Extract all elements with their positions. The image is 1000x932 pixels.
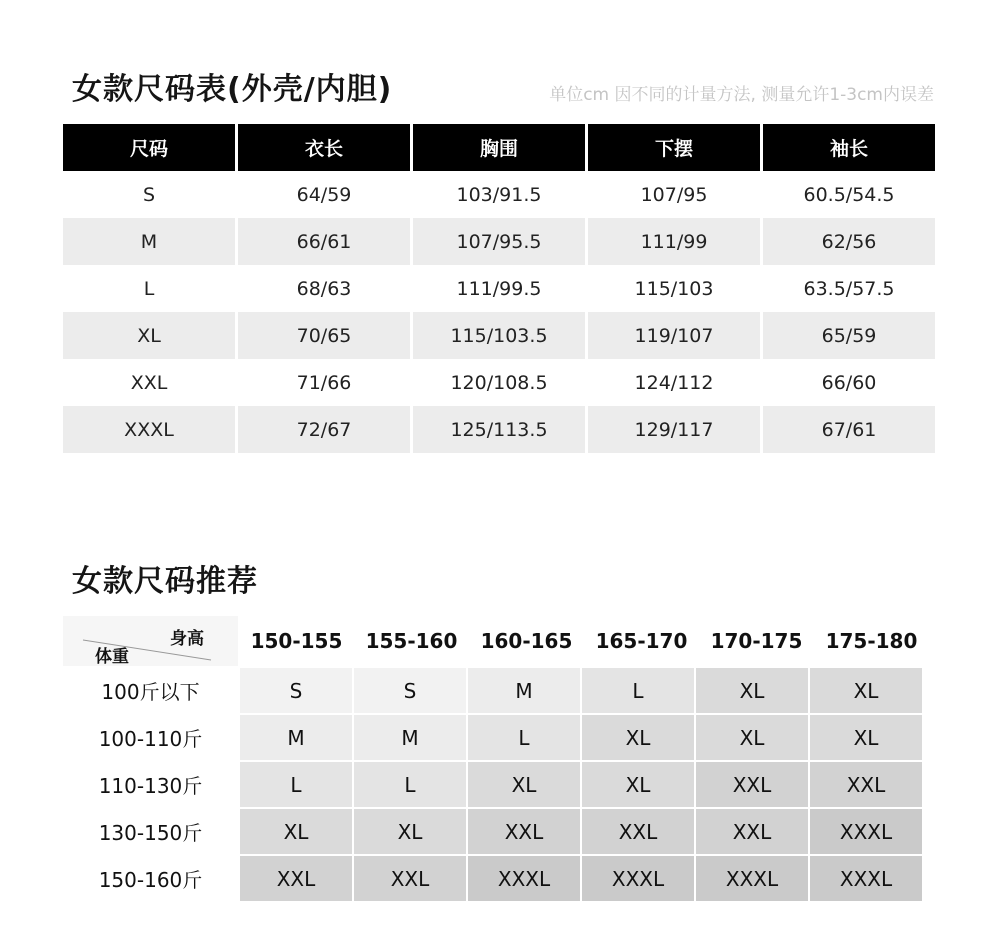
- recommended-size-cell: XXL: [240, 856, 352, 901]
- recommended-size-cell: XL: [582, 762, 694, 807]
- table-cell: 65/59: [763, 312, 935, 359]
- recommended-size-cell: XXXL: [696, 856, 808, 901]
- diagonal-line: [63, 616, 238, 666]
- recommended-size-cell: S: [354, 668, 466, 713]
- table-cell: S: [142, 183, 156, 206]
- recommended-size-cell: XL: [582, 715, 694, 760]
- table-cell: XXXL: [63, 406, 235, 453]
- table-cell: 111/99.5: [456, 277, 542, 300]
- table-cell: 64/59: [296, 183, 352, 206]
- recommendation-title: 女款尺码推荐: [72, 564, 258, 599]
- header-chest: 胸围: [413, 124, 585, 171]
- table-cell: 70/65: [238, 312, 410, 359]
- table-cell: 107/95: [640, 183, 708, 206]
- recommended-size-cell: XL: [468, 762, 580, 807]
- height-header: 175-180: [825, 629, 918, 653]
- table-cell: 129/117: [588, 406, 760, 453]
- recommended-size-cell: XL: [240, 809, 352, 854]
- table-cell: 68/63: [296, 277, 352, 300]
- table-cell: 124/112: [634, 371, 714, 394]
- weight-range-label: 150-160斤: [63, 856, 238, 901]
- header-sleeve: 袖长: [763, 124, 935, 171]
- table-cell: 66/60: [821, 371, 877, 394]
- table-cell: L: [143, 277, 155, 300]
- recommended-size-cell: S: [240, 668, 352, 713]
- recommended-size-cell: L: [582, 668, 694, 713]
- height-header: 155-160: [365, 629, 458, 653]
- recommended-size-cell: L: [468, 715, 580, 760]
- recommended-size-cell: XXXL: [582, 856, 694, 901]
- recommendation-row: [63, 715, 933, 760]
- table-cell: 111/99: [588, 218, 760, 265]
- recommended-size-cell: L: [240, 762, 352, 807]
- height-header: 165-170: [595, 629, 688, 653]
- table-cell: M: [63, 218, 235, 265]
- recommendation-row: [63, 668, 933, 713]
- recommended-size-cell: XL: [696, 715, 808, 760]
- recommended-size-cell: M: [354, 715, 466, 760]
- height-header: 150-155: [250, 629, 343, 653]
- table-cell: 103/91.5: [456, 183, 542, 206]
- header-hem: 下摆: [588, 124, 760, 171]
- height-header: 160-165: [480, 629, 573, 653]
- recommendation-header: [63, 616, 933, 666]
- recommendation-row: [63, 762, 933, 807]
- size-chart-title: 女款尺码表(外壳/内胆): [72, 72, 393, 107]
- weight-range-label: 130-150斤: [63, 809, 238, 854]
- size-table-header: [63, 124, 937, 171]
- table-cell: 71/66: [296, 371, 352, 394]
- recommendation-table: [63, 616, 933, 901]
- weight-range-label: 100斤以下: [63, 668, 238, 713]
- recommended-size-cell: XXL: [810, 762, 922, 807]
- weight-label: 体重: [95, 647, 129, 667]
- recommended-size-cell: M: [240, 715, 352, 760]
- header-length: 衣长: [238, 124, 410, 171]
- corner-cell: [63, 616, 238, 666]
- recommended-size-cell: XL: [696, 668, 808, 713]
- recommended-size-cell: XL: [354, 809, 466, 854]
- weight-range-label: 100-110斤: [63, 715, 238, 760]
- table-cell: 115/103: [634, 277, 714, 300]
- table-cell: 72/67: [238, 406, 410, 453]
- height-header: 170-175: [710, 629, 803, 653]
- table-cell: 67/61: [763, 406, 935, 453]
- recommended-size-cell: XXL: [696, 762, 808, 807]
- recommended-size-cell: L: [354, 762, 466, 807]
- header-size: 尺码: [63, 124, 235, 171]
- measurement-note: 单位cm 因不同的计量方法, 测量允许1-3cm内误差: [549, 85, 934, 105]
- recommendation-row: [63, 856, 933, 901]
- table-cell: 125/113.5: [413, 406, 585, 453]
- table-cell: 60.5/54.5: [803, 183, 895, 206]
- table-cell: 62/56: [763, 218, 935, 265]
- recommended-size-cell: XXXL: [810, 856, 922, 901]
- recommended-size-cell: XL: [810, 715, 922, 760]
- recommended-size-cell: XXL: [582, 809, 694, 854]
- recommended-size-cell: XXL: [468, 809, 580, 854]
- table-row: [63, 218, 937, 265]
- table-row: [63, 312, 937, 359]
- table-cell: 115/103.5: [413, 312, 585, 359]
- recommendation-row: [63, 809, 933, 854]
- table-cell: 120/108.5: [450, 371, 548, 394]
- table-cell: 66/61: [238, 218, 410, 265]
- table-cell: XL: [63, 312, 235, 359]
- recommended-size-cell: XXL: [696, 809, 808, 854]
- table-row: [63, 406, 937, 453]
- height-label: 身高: [170, 629, 204, 649]
- table-cell: XXL: [130, 371, 168, 394]
- table-row: [63, 171, 937, 218]
- weight-range-label: 110-130斤: [63, 762, 238, 807]
- recommended-size-cell: XXXL: [810, 809, 922, 854]
- table-row: [63, 265, 937, 312]
- table-cell: 107/95.5: [413, 218, 585, 265]
- recommended-size-cell: XL: [810, 668, 922, 713]
- table-row: [63, 359, 937, 406]
- recommended-size-cell: XXXL: [468, 856, 580, 901]
- table-cell: 63.5/57.5: [803, 277, 895, 300]
- recommended-size-cell: XXL: [354, 856, 466, 901]
- table-cell: 119/107: [588, 312, 760, 359]
- size-table: [63, 124, 937, 453]
- recommended-size-cell: M: [468, 668, 580, 713]
